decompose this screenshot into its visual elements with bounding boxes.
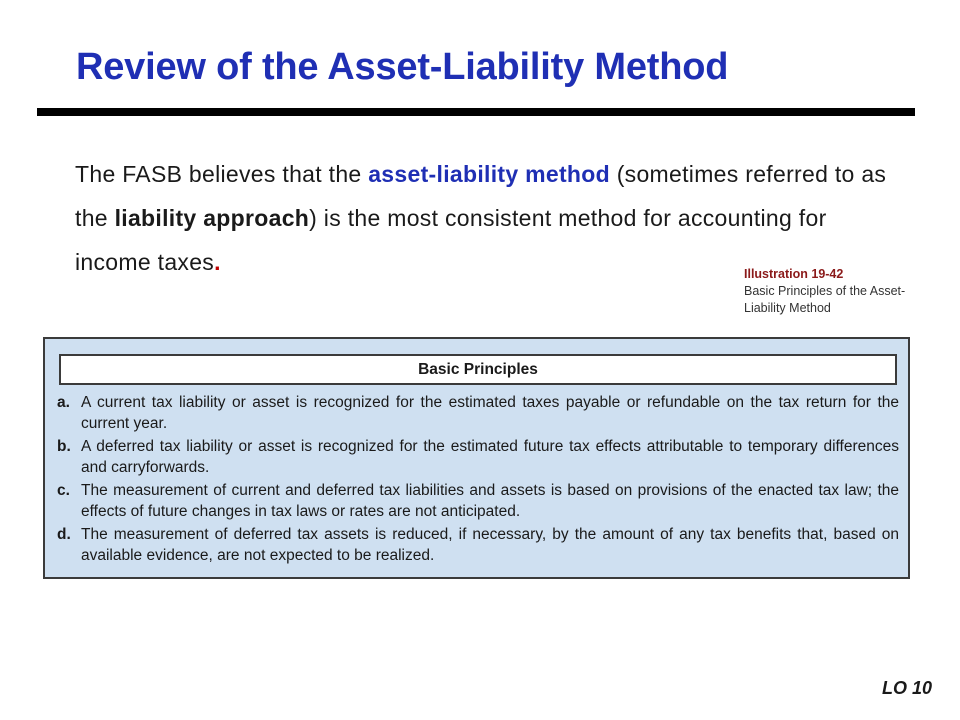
intro-text-2: (sometimes referred to as the [75,161,887,231]
principle-letter: b. [57,438,71,455]
panel-header: Basic Principles [59,354,897,385]
principle-item-b [57,437,899,478]
principle-text: The measurement of current and deferred tax liabilities and assets is based on provisions of the enacted tax law; the effects of future changes in tax laws or rates are not anticipated. [81,482,899,520]
intro-text-3: ) is the most consistent method for accounting for income taxes [75,205,827,275]
principle-letter: a. [57,394,70,411]
intro-end-punct: . [214,249,221,275]
principles-list [57,393,899,569]
illustration-caption-text: Basic Principles of the Asset-Liability Method [744,284,906,315]
principle-item-a [57,393,899,434]
intro-paragraph [75,152,905,284]
principle-item-d [57,525,899,566]
principle-item-c [57,481,899,522]
principle-text: The measurement of deferred tax assets is reduced, if necessary, by the amount of any tax benefits that, based on available evidence, are not expected to be realized. [81,526,899,564]
title-divider [37,108,915,116]
intro-highlight-approach: liability approach [114,205,310,231]
principle-text: A current tax liability or asset is recognized for the estimated taxes payable or refundable on the tax return for the current year. [81,394,899,432]
basic-principles-panel [43,337,910,579]
learning-objective-label: LO 10 [881,678,932,698]
principle-text: A deferred tax liability or asset is recognized for the estimated future tax effects attributable to temporary differences and carryforwards. [81,438,899,476]
illustration-label: Illustration 19-42 [744,267,844,281]
principle-letter: c. [57,482,70,499]
slide-title: Review of the Asset-Liability Method [76,46,729,88]
intro-text-1: The FASB believes that the [75,161,369,187]
principle-letter: d. [57,526,71,543]
illustration-caption [744,266,914,317]
intro-highlight-method: asset-liability method [368,161,610,187]
